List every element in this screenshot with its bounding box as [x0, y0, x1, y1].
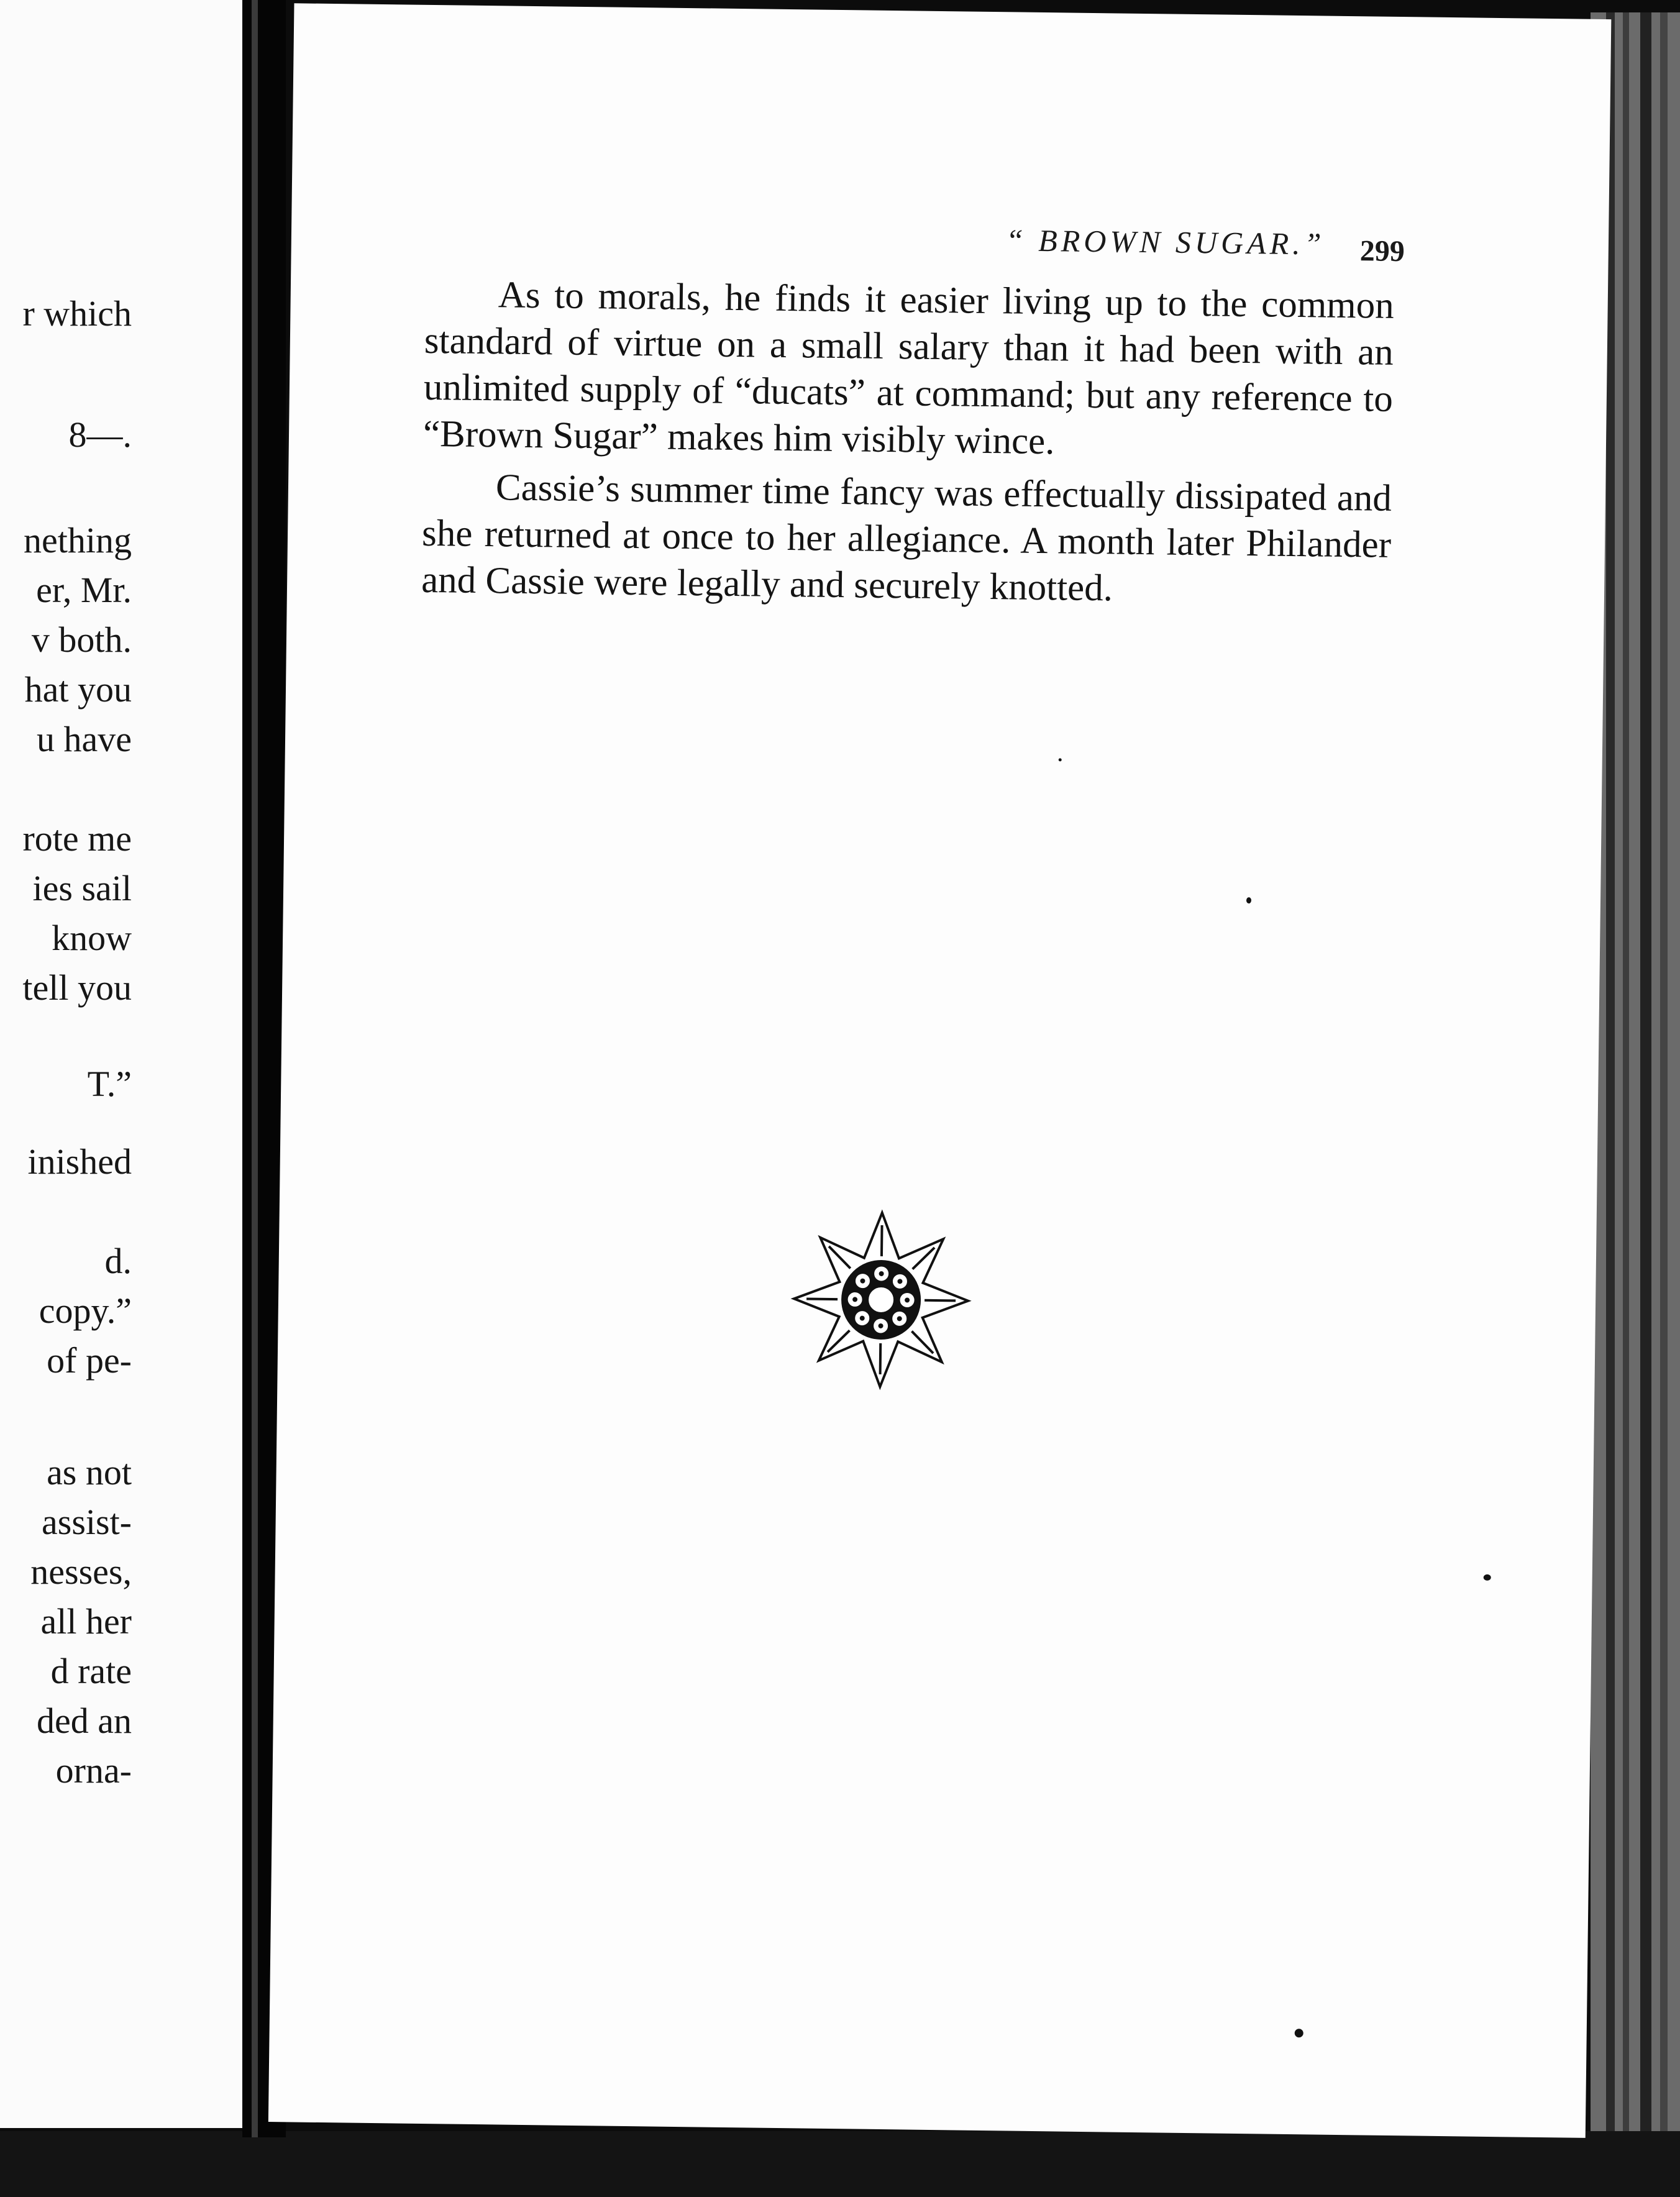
page-number: 299 — [1359, 234, 1405, 268]
facing-page-line: v both. — [31, 619, 132, 660]
scan-speck — [1059, 758, 1062, 761]
facing-page-line: er, Mr. — [36, 570, 132, 610]
facing-page-line: d. — [104, 1241, 132, 1281]
paragraph-1: As to morals, he finds it easier living up to the common standard of virtue on a small salary than it had been with an unlimited supply of “ducats” at command; but any reference to “Brown Sugar” makes him visibly wince. — [422, 274, 1395, 463]
facing-page-line: copy.” — [39, 1290, 132, 1331]
facing-page-line: T.” — [87, 1064, 132, 1104]
book-page — [268, 3, 1612, 2138]
facing-page-line: all her — [40, 1601, 132, 1642]
facing-page-line: tell you — [22, 967, 132, 1008]
scan-speck — [1484, 1574, 1491, 1581]
facing-page-line: nesses, — [30, 1551, 132, 1592]
facing-page-line: nething — [24, 520, 132, 560]
scan-speck — [1295, 2029, 1303, 2037]
facing-page-line: u have — [37, 719, 132, 759]
facing-page-line: ies sail — [32, 868, 132, 908]
facing-page-line: as not — [47, 1452, 132, 1492]
facing-page-line: assist- — [42, 1502, 132, 1542]
facing-page-line: of pe- — [47, 1340, 132, 1381]
facing-page-line: r which — [22, 293, 132, 334]
facing-page-line: orna- — [55, 1750, 132, 1791]
star-ornament-icon — [787, 1205, 975, 1394]
paragraph-2: Cassie’s summer time fancy was effectually dissipated and she returned at once to her allegiance. A month later Philander and Cassie were legally and securely knotted. — [421, 467, 1392, 610]
running-head: “ BROWN SUGAR.” — [1005, 222, 1325, 262]
facing-page-line: know — [52, 918, 132, 958]
facing-page-line: ded an — [37, 1701, 132, 1741]
facing-page-line: hat you — [24, 669, 132, 710]
facing-page-line: inished — [27, 1141, 132, 1182]
body-text — [421, 271, 1395, 621]
facing-page-line: d rate — [50, 1651, 132, 1691]
facing-page-line: rote me — [22, 818, 132, 859]
scan-speck — [1246, 897, 1251, 903]
facing-page-line: 8—. — [68, 414, 132, 455]
facing-page-fragment — [0, 0, 242, 2128]
